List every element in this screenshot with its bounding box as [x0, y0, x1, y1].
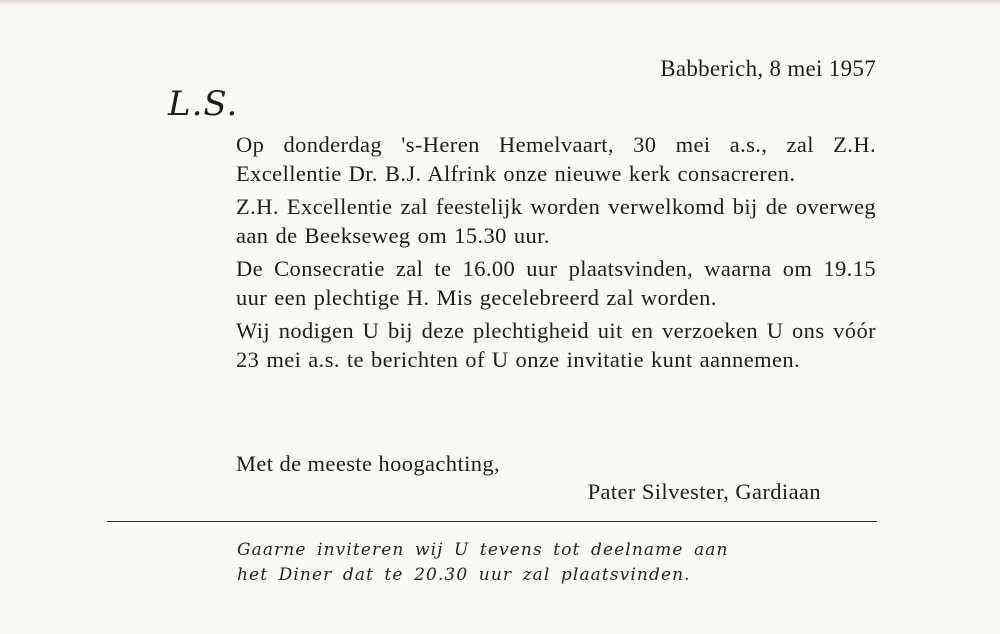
- paragraph-welcome: Z.H. Excellentie zal feestelijk worden verwelkomd bij de overweg aan de Beekseweg om 15.30 uur.: [236, 194, 876, 248]
- paragraph-schedule: De Consecratie zal te 16.00 uur plaatsvinden, waarna om 19.15 uur een plechtige H. Mis gecelebreerd zal worden.: [236, 256, 876, 310]
- footer-note-line-2: het Diner dat te 20.30 uur zal plaatsvinden.: [237, 565, 691, 585]
- divider: [107, 521, 877, 522]
- footer-note-line-1: Gaarne inviteren wij U tevens tot deelname aan: [237, 540, 729, 560]
- closing-line: Met de meeste hoogachting,: [236, 451, 501, 476]
- card-top-edge: [0, 0, 1000, 6]
- date-line: Babberich, 8 mei 1957: [660, 56, 876, 81]
- signature: Pater Silvester, Gardiaan: [587, 479, 821, 504]
- letter-body: [236, 131, 876, 379]
- paragraph-consecration-announcement: Op donderdag 's-Heren Hemelvaart, 30 mei a.s., zal Z.H. Excellentie Dr. B.J. Alfrink onze nieuwe kerk consacreren.: [236, 132, 876, 186]
- salutation: L.S.: [168, 84, 239, 124]
- paragraph-rsvp: Wij nodigen U bij deze plechtigheid uit en verzoeken U ons vóór 23 mei a.s. te berichten of U onze invitatie kunt aannemen.: [236, 318, 876, 372]
- footer-note: [237, 538, 729, 588]
